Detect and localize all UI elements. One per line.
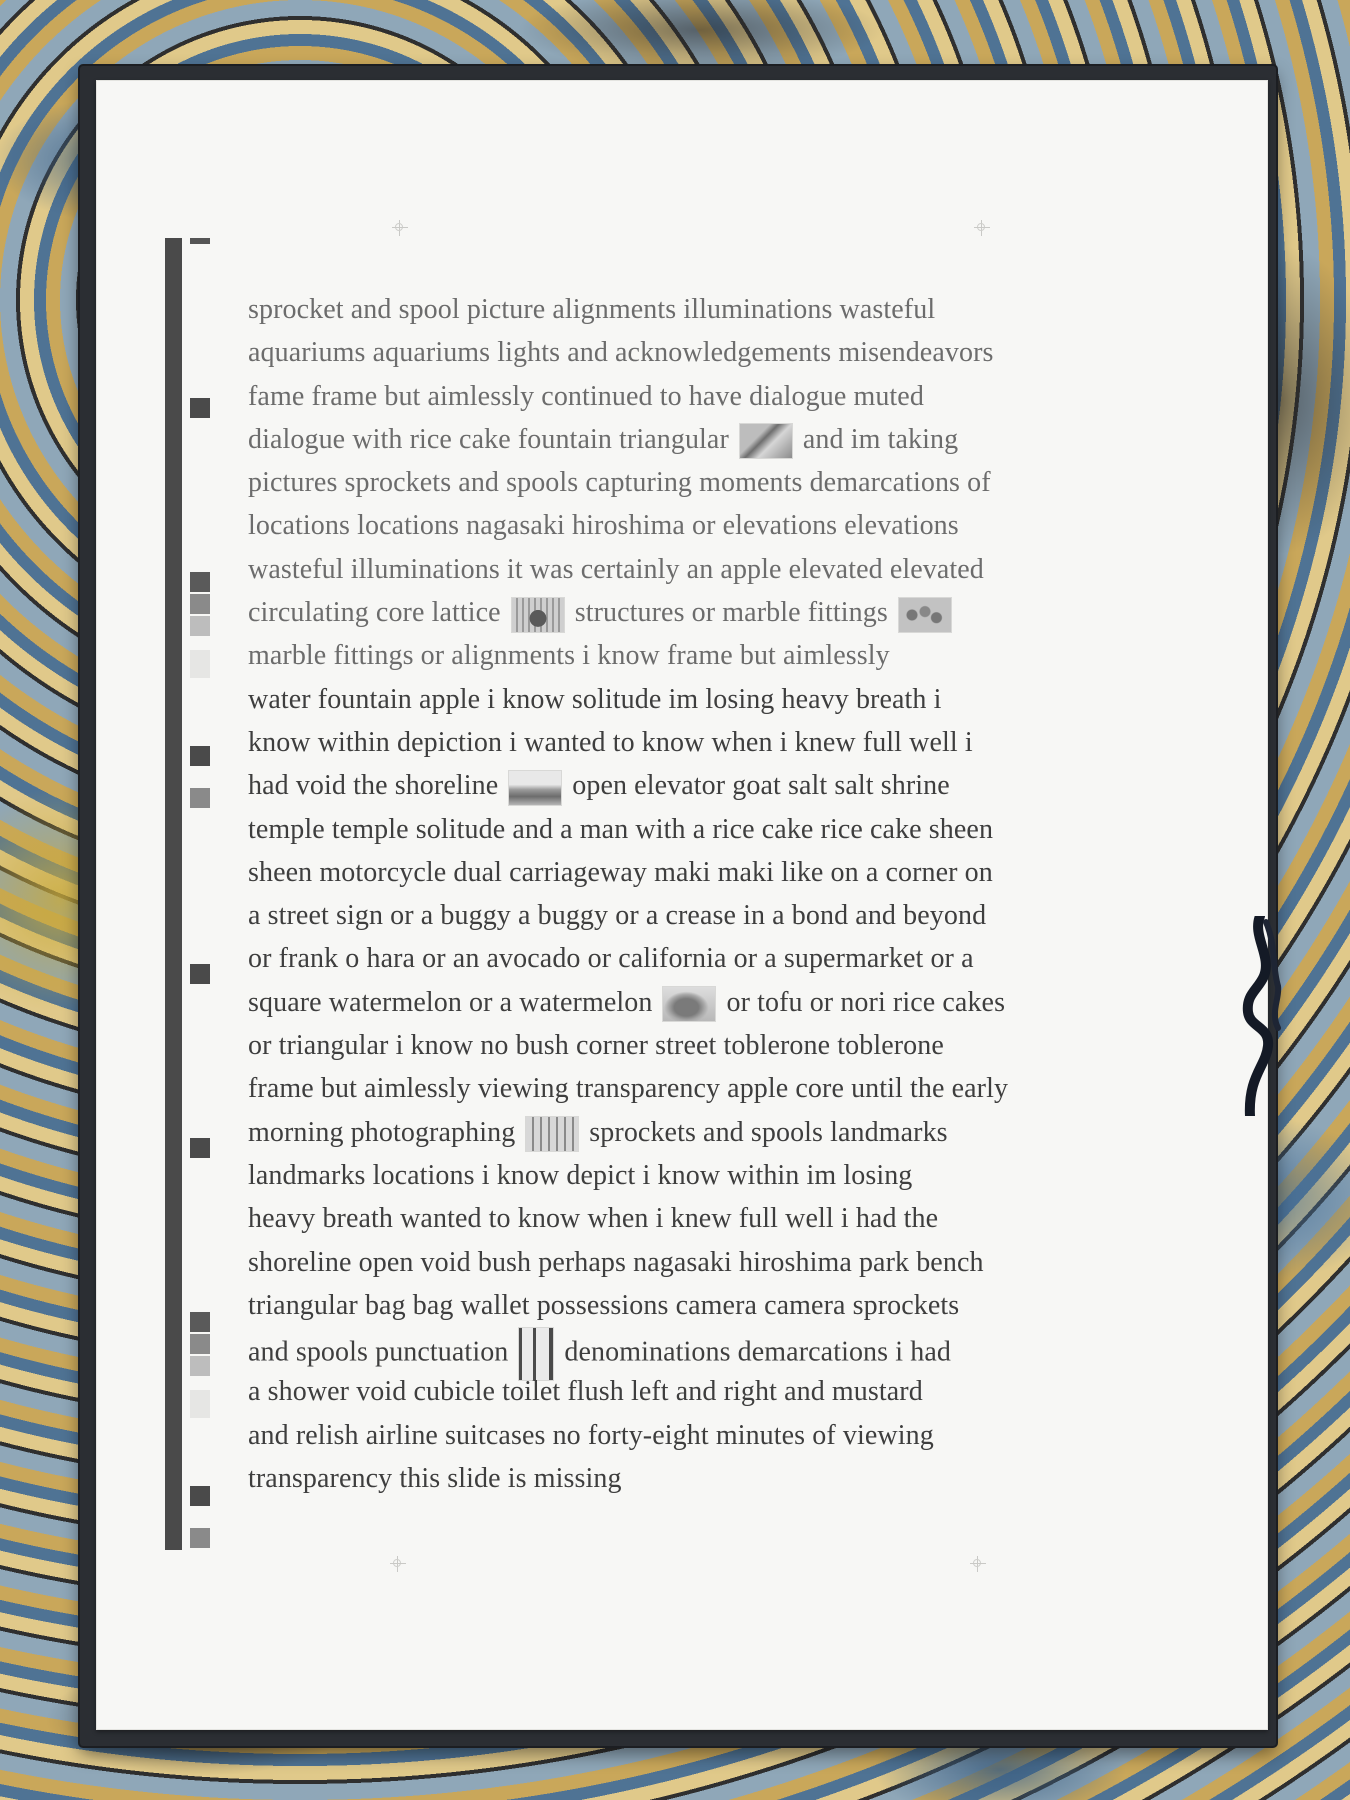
poem-text-segment: frame but aimlessly viewing transparency apple core until the early — [248, 1073, 1009, 1105]
poem-line — [248, 1284, 1148, 1327]
registration-mark-icon — [974, 220, 990, 236]
poem-line — [248, 591, 1148, 634]
poem-line — [248, 894, 1148, 937]
poem-line — [248, 937, 1148, 980]
poem-line — [248, 1067, 1148, 1110]
calibration-swatch — [190, 238, 210, 244]
poem-text-segment: open elevator goat salt salt shrine — [572, 770, 950, 802]
poem-text-segment: dialogue with rice cake fountain triangular — [248, 423, 729, 455]
calibration-bar — [165, 238, 182, 1550]
poem-text — [248, 288, 1148, 1500]
calibration-swatch — [190, 746, 210, 766]
poem-text-segment: denominations demarcations i had — [564, 1336, 951, 1368]
poem-text-segment: heavy breath wanted to know when i knew full well i had the — [248, 1203, 939, 1235]
calibration-swatch — [190, 1356, 210, 1376]
calibration-swatch — [190, 616, 210, 636]
poem-line — [248, 808, 1148, 851]
poem-text-segment: had void the shoreline — [248, 770, 499, 802]
poem-text-segment: or triangular i know no bush corner street toblerone toblerone — [248, 1030, 944, 1062]
poem-text-segment: marble fittings or alignments i know frame but aimlessly — [248, 640, 890, 672]
calibration-swatch — [190, 1486, 210, 1506]
poem-line — [248, 678, 1148, 721]
poem-line — [248, 981, 1148, 1024]
poem-line — [248, 1457, 1148, 1500]
calibration-swatch — [190, 572, 210, 592]
photo-thumbnail-shoreline-icon — [508, 770, 562, 806]
poem-text-segment: or tofu or nori rice cakes — [726, 986, 1006, 1018]
calibration-swatch — [190, 1312, 210, 1332]
poem-text-segment: know within depiction i wanted to know when i knew full well i — [248, 726, 973, 758]
calibration-swatch — [190, 1528, 210, 1548]
photo-thumbnail-marbles-icon — [898, 597, 952, 633]
poem-text-segment: shoreline open void bush perhaps nagasaki hiroshima park bench — [248, 1246, 984, 1278]
poem-line — [248, 1327, 1148, 1370]
registration-mark-icon — [390, 1556, 406, 1572]
poem-text-segment: water fountain apple i know solitude im losing heavy breath i — [248, 683, 942, 715]
poem-text-segment: structures or marble fittings — [574, 597, 888, 629]
poem-line — [248, 288, 1148, 331]
poem-text-segment: or frank o hara or an avocado or california or a supermarket or a — [248, 943, 974, 975]
photo-thumbnail-lattice-icon — [511, 597, 565, 633]
poem-text-segment: square watermelon or a watermelon — [248, 986, 653, 1018]
poem-text-segment: sprockets and spools landmarks — [589, 1116, 948, 1148]
poem-text-segment: locations locations nagasaki hiroshima or elevations elevations — [248, 510, 959, 542]
poem-line — [248, 1154, 1148, 1197]
poem-text-segment: wasteful illuminations it was certainly an apple elevated elevated — [248, 553, 984, 585]
poem-text-segment: triangular bag bag wallet possessions camera camera sprockets — [248, 1289, 960, 1321]
photo-thumbnail-building-icon — [525, 1116, 579, 1152]
poem-text-segment: sprocket and spool picture alignments illuminations wasteful — [248, 294, 936, 325]
poem-text-segment: landmarks locations i know depict i know within im losing — [248, 1159, 913, 1191]
poem-line — [248, 851, 1148, 894]
calibration-swatch — [190, 964, 210, 984]
poem-line — [248, 634, 1148, 677]
ribbon-tie-icon — [1242, 916, 1282, 1116]
registration-mark-icon — [392, 220, 408, 236]
poem-line — [248, 548, 1148, 591]
poem-text-segment: and im taking — [802, 423, 959, 455]
calibration-swatch — [190, 1334, 210, 1354]
poem-line — [248, 1111, 1148, 1154]
calibration-swatch — [190, 650, 210, 678]
poem-text-segment: sheen motorcycle dual carriageway maki maki like on a corner on — [248, 856, 993, 888]
poem-line — [248, 418, 1148, 461]
poem-line — [248, 375, 1148, 418]
calibration-swatch — [190, 398, 210, 418]
poem-text-segment: a shower void cubicle toilet flush left and right and mustard — [248, 1376, 923, 1408]
photo-thumbnail-watermelon-icon — [662, 986, 716, 1022]
calibration-swatch — [190, 1390, 210, 1418]
photo-thumbnail-hand-icon — [739, 423, 793, 459]
poem-text-segment: temple temple solitude and a man with a rice cake rice cake sheen — [248, 813, 994, 845]
poem-line — [248, 764, 1148, 807]
poem-text-segment: transparency this slide is missing — [248, 1463, 622, 1495]
poem-line — [248, 461, 1148, 504]
poem-line — [248, 331, 1148, 374]
poem-text-segment: circulating core lattice — [248, 597, 501, 629]
poem-line — [248, 721, 1148, 764]
registration-mark-icon — [970, 1556, 986, 1572]
poem-line — [248, 1241, 1148, 1284]
poem-text-segment: and relish airline suitcases no forty-eight minutes of viewing — [248, 1419, 934, 1451]
poem-text-segment: a street sign or a buggy a buggy or a crease in a bond and beyond — [248, 900, 987, 932]
calibration-swatch — [190, 594, 210, 614]
poem-line — [248, 504, 1148, 547]
poem-text-segment: pictures sprockets and spools capturing moments demarcations of — [248, 467, 991, 499]
poem-line — [248, 1414, 1148, 1457]
poem-text-segment: and spools punctuation — [248, 1336, 509, 1368]
calibration-swatch — [190, 788, 210, 808]
poem-line — [248, 1197, 1148, 1240]
poem-line — [248, 1024, 1148, 1067]
calibration-swatch — [190, 1138, 210, 1158]
poem-text-segment: aquariums aquariums lights and acknowledgements misendeavors — [248, 337, 994, 369]
poem-line — [248, 1370, 1148, 1413]
poem-text-segment: fame frame but aimlessly continued to have dialogue muted — [248, 380, 924, 412]
poem-text-segment: morning photographing — [248, 1116, 516, 1148]
